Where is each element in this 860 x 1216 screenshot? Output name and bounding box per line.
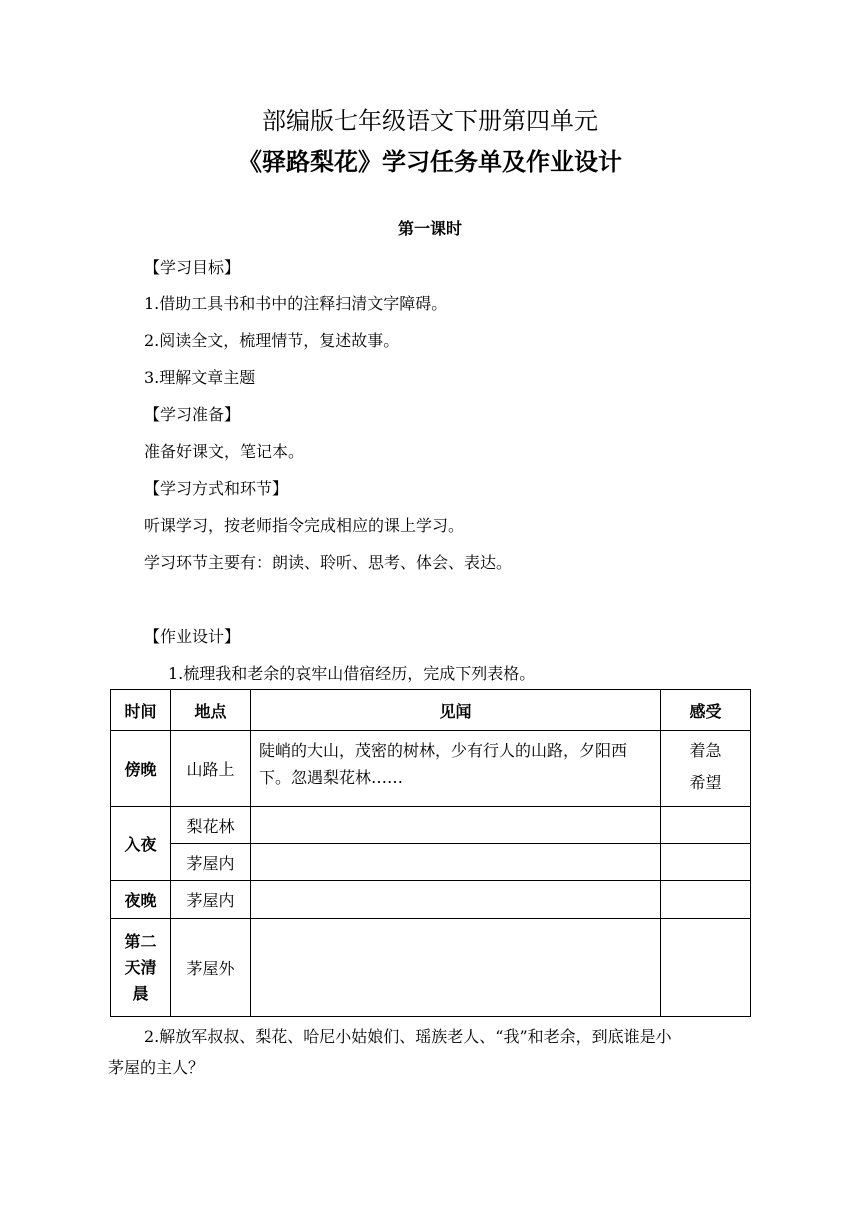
header-time: 时间 <box>111 690 171 731</box>
cell-place: 茅屋外 <box>171 919 251 1017</box>
cell-place: 茅屋内 <box>171 844 251 881</box>
homework-question-2: 2.解放军叔叔、梨花、哈尼小姑娘们、瑶族老人、“我”和老余，到底谁是小 <box>144 1027 672 1046</box>
table-row <box>111 919 751 1017</box>
time-line: 第二 <box>124 931 157 951</box>
method-heading: 【学习方式和环节】 <box>144 479 289 498</box>
cell-time: 入夜 <box>111 807 171 881</box>
header-seen: 见闻 <box>251 690 661 731</box>
time-line: 晨 <box>132 983 149 1003</box>
prep-heading: 【学习准备】 <box>144 405 241 424</box>
cell-time <box>111 919 171 1017</box>
cell-seen-empty <box>251 881 661 919</box>
cell-seen-empty <box>251 844 661 881</box>
goals-heading: 【学习目标】 <box>144 258 241 277</box>
homework-question-1: 1.梳理我和老余的哀牢山借宿经历，完成下列表格。 <box>168 664 536 683</box>
header-feel: 感受 <box>661 690 751 731</box>
prep-text: 准备好课文，笔记本。 <box>144 442 305 461</box>
table-row <box>111 807 751 844</box>
document-subtitle: 《驿路梨花》学习任务单及作业设计 <box>238 148 622 176</box>
time-line: 天清 <box>124 957 157 977</box>
cell-place: 茅屋内 <box>171 881 251 919</box>
cell-seen-empty <box>251 919 661 1017</box>
feel-item: 着急 <box>689 741 722 760</box>
goal-item: 3.理解文章主题 <box>144 368 256 387</box>
feel-item: 希望 <box>689 773 722 792</box>
goal-item: 1.借助工具书和书中的注释扫清文字障碍。 <box>144 294 448 313</box>
homework-heading: 【作业设计】 <box>144 627 241 646</box>
cell-feel-empty <box>661 919 751 1017</box>
goal-item: 2.阅读全文，梳理情节，复述故事。 <box>144 331 400 350</box>
cell-feel-empty <box>661 844 751 881</box>
cell-time: 傍晚 <box>111 731 171 807</box>
cell-place: 梨花林 <box>171 807 251 844</box>
method-line: 听课学习，按老师指令完成相应的课上学习。 <box>144 516 465 535</box>
table-header-row <box>111 690 751 731</box>
cell-place: 山路上 <box>171 731 251 807</box>
cell-seen: 陡峭的大山，茂密的树林，少有行人的山路，夕阳西下。忽遇梨花林…… <box>251 731 661 807</box>
homework-question-2-cont: 茅屋的主人？ <box>108 1058 205 1077</box>
cell-seen-empty <box>251 807 661 844</box>
cell-feel-empty <box>661 881 751 919</box>
table-row <box>111 731 751 807</box>
table-row <box>111 844 751 881</box>
lesson-heading: 第一课时 <box>397 219 462 238</box>
header-place: 地点 <box>171 690 251 731</box>
cell-feel-empty <box>661 807 751 844</box>
document-title: 部编版七年级语文下册第四单元 <box>262 107 598 135</box>
cell-feel <box>661 731 751 807</box>
table-row <box>111 881 751 919</box>
experience-table <box>110 689 751 1017</box>
cell-time: 夜晚 <box>111 881 171 919</box>
method-line: 学习环节主要有：朗读、聆听、思考、体会、表达。 <box>144 553 513 572</box>
